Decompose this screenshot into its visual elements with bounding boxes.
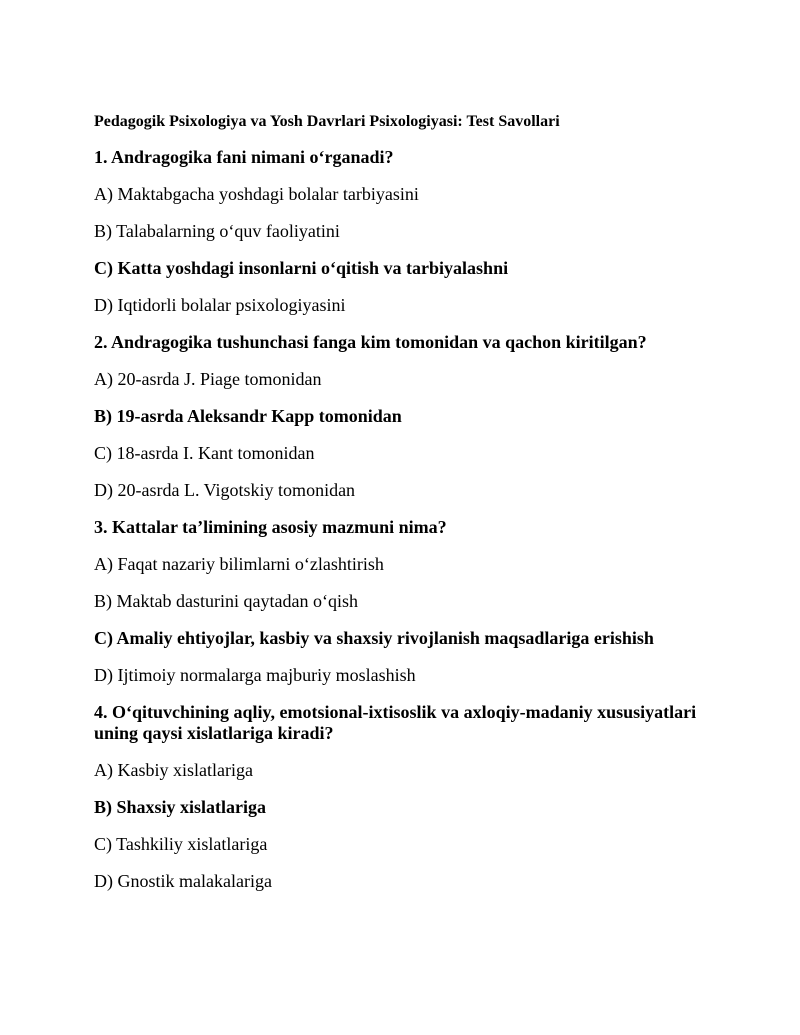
question-block [94,517,734,686]
answer-option: B) Maktab dasturini qaytadan o‘qish [94,591,358,611]
correct-answer-option: B) Shaxsiy xislatlariga [94,797,267,817]
answer-option: D) 20-asrda L. Vigotskiy tomonidan [94,480,356,500]
document-title: Pedagogik Psixologiya va Yosh Davrlari Psixologiyasi: Test Savollari [94,113,560,130]
question-text: 2. Andragogika tushunchasi fanga kim tomonidan va qachon kiritilgan? [94,332,647,352]
document-page [94,111,734,908]
answer-option: D) Ijtimoiy normalarga majburiy moslashish [94,665,416,685]
answer-option: A) Faqat nazariy bilimlarni o‘zlashtirish [94,554,384,574]
answer-option: C) 18-asrda I. Kant tomonidan [94,443,315,463]
answer-option: A) Maktabgacha yoshdagi bolalar tarbiyasini [94,184,419,204]
answer-option: D) Iqtidorli bolalar psixologiyasini [94,295,346,315]
question-text: 1. Andragogika fani nimani o‘rganadi? [94,147,394,167]
question-block [94,147,734,316]
answer-option: C) Tashkiliy xislatlariga [94,834,268,854]
correct-answer-option: B) 19-asrda Aleksandr Kapp tomonidan [94,406,402,426]
answer-option: B) Talabalarning o‘quv faoliyatini [94,221,340,241]
answer-option: D) Gnostik malakalariga [94,871,272,891]
question-block [94,332,734,501]
correct-answer-option: C) Amaliy ehtiyojlar, kasbiy va shaxsiy rivojlanish maqsadlariga erishish [94,628,654,648]
answer-option: A) Kasbiy xislatlariga [94,760,253,780]
question-text: 4. O‘qituvchining aqliy, emotsional-ixtisoslik va axloqiy-madaniy xususiyatlari uning qaysi xislatlariga kiradi? [94,702,697,743]
question-block [94,702,734,892]
correct-answer-option: C) Katta yoshdagi insonlarni o‘qitish va tarbiyalashni [94,258,509,278]
question-text: 3. Kattalar ta’limining asosiy mazmuni nima? [94,517,447,537]
answer-option: A) 20-asrda J. Piage tomonidan [94,369,322,389]
